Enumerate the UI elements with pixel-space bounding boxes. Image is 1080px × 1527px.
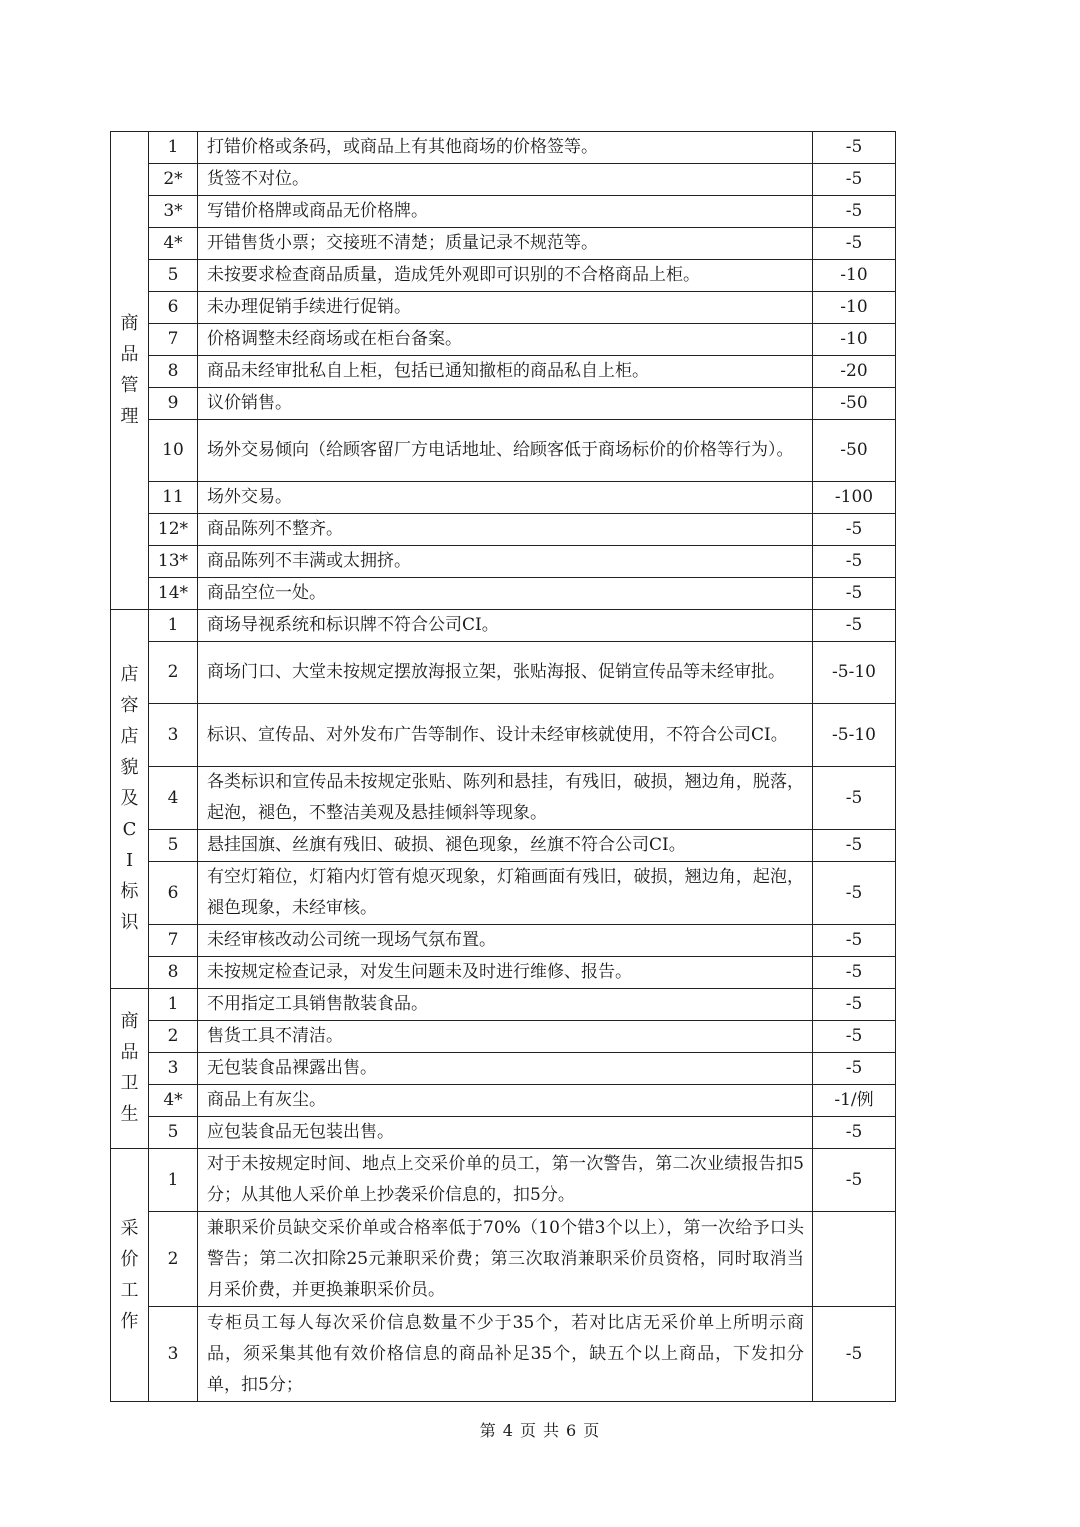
item-description: 悬挂国旗、丝旗有残旧、破损、褪色现象，丝旗不符合公司CI。 — [198, 830, 813, 862]
item-number: 5 — [149, 830, 198, 862]
item-description: 打错价格或条码，或商品上有其他商场的价格签等。 — [198, 132, 813, 164]
table-row — [111, 196, 896, 228]
rules-table-body — [111, 132, 896, 1402]
item-number: 4 — [149, 767, 198, 830]
item-score: -5 — [813, 578, 896, 610]
item-score: -5-10 — [813, 704, 896, 767]
table-row — [111, 1212, 896, 1307]
table-row — [111, 482, 896, 514]
item-number: 8 — [149, 957, 198, 989]
item-description: 场外交易。 — [198, 482, 813, 514]
footer-total-label: 共 — [543, 1421, 561, 1440]
item-description: 货签不对位。 — [198, 164, 813, 196]
item-score: -5-10 — [813, 642, 896, 704]
table-row — [111, 164, 896, 196]
category-cell — [111, 989, 149, 1149]
table-row — [111, 1149, 896, 1212]
item-number: 2* — [149, 164, 198, 196]
item-number: 2 — [149, 1212, 198, 1307]
table-row — [111, 388, 896, 420]
item-number: 1 — [149, 132, 198, 164]
item-description: 商品陈列不整齐。 — [198, 514, 813, 546]
item-score: -5 — [813, 196, 896, 228]
footer-total-unit: 页 — [583, 1421, 601, 1440]
item-number: 3* — [149, 196, 198, 228]
category-cell — [111, 1149, 149, 1402]
item-number: 8 — [149, 356, 198, 388]
item-number: 2 — [149, 1021, 198, 1053]
item-score: -5 — [813, 1149, 896, 1212]
category-cell — [111, 132, 149, 610]
item-score: -5 — [813, 989, 896, 1021]
item-description: 未按规定检查记录，对发生问题未及时进行维修、报告。 — [198, 957, 813, 989]
item-description: 商品空位一处。 — [198, 578, 813, 610]
item-description: 商品未经审批私自上柜，包括已通知撤柜的商品私自上柜。 — [198, 356, 813, 388]
table-row — [111, 546, 896, 578]
item-number: 1 — [149, 610, 198, 642]
table-row — [111, 1021, 896, 1053]
item-score: -100 — [813, 482, 896, 514]
table-row — [111, 356, 896, 388]
table-row — [111, 830, 896, 862]
item-description: 开错售货小票；交接班不清楚；质量记录不规范等。 — [198, 228, 813, 260]
item-number: 14* — [149, 578, 198, 610]
item-score: -5 — [813, 767, 896, 830]
table-row — [111, 292, 896, 324]
item-description: 不用指定工具销售散装食品。 — [198, 989, 813, 1021]
table-row — [111, 260, 896, 292]
item-description: 各类标识和宣传品未按规定张贴、陈列和悬挂，有残旧，破损，翘边角，脱落，起泡，褪色，不整洁美观及悬挂倾斜等现象。 — [198, 767, 813, 830]
item-score: -50 — [813, 420, 896, 482]
table-row — [111, 578, 896, 610]
table-row — [111, 1117, 896, 1149]
item-score: -10 — [813, 324, 896, 356]
item-number: 4* — [149, 1085, 198, 1117]
item-number: 2 — [149, 642, 198, 704]
table-row — [111, 704, 896, 767]
item-description: 场外交易倾向（给顾客留厂方电话地址、给顾客低于商场标价的价格等行为）。 — [198, 420, 813, 482]
table-row — [111, 862, 896, 925]
rules-table — [110, 131, 896, 1402]
item-description: 商品上有灰尘。 — [198, 1085, 813, 1117]
item-number: 7 — [149, 324, 198, 356]
item-score: -5 — [813, 610, 896, 642]
item-description: 售货工具不清洁。 — [198, 1021, 813, 1053]
item-description: 未经审核改动公司统一现场气氛布置。 — [198, 925, 813, 957]
table-row — [111, 228, 896, 260]
table-row — [111, 925, 896, 957]
footer-total-number: 6 — [566, 1421, 578, 1440]
item-description: 写错价格牌或商品无价格牌。 — [198, 196, 813, 228]
item-number: 1 — [149, 989, 198, 1021]
table-row — [111, 324, 896, 356]
item-score: -50 — [813, 388, 896, 420]
item-description: 议价销售。 — [198, 388, 813, 420]
item-score: -5 — [813, 164, 896, 196]
footer-page-label: 第 — [479, 1421, 497, 1440]
item-number: 3 — [149, 1307, 198, 1402]
table-row — [111, 642, 896, 704]
item-score: -10 — [813, 292, 896, 324]
item-number: 13* — [149, 546, 198, 578]
item-description: 未按要求检查商品质量，造成凭外观即可识别的不合格商品上柜。 — [198, 260, 813, 292]
item-description: 应包装食品无包装出售。 — [198, 1117, 813, 1149]
item-score: -5 — [813, 957, 896, 989]
table-row — [111, 514, 896, 546]
item-score: -5 — [813, 925, 896, 957]
item-description: 商场导视系统和标识牌不符合公司CI。 — [198, 610, 813, 642]
item-number: 5 — [149, 260, 198, 292]
item-score: -5 — [813, 1053, 896, 1085]
item-score: -5 — [813, 132, 896, 164]
item-description: 商品陈列不丰满或太拥挤。 — [198, 546, 813, 578]
footer-page-unit: 页 — [519, 1421, 537, 1440]
page-footer — [0, 1418, 1080, 1441]
category-cell — [111, 610, 149, 989]
item-score: -5 — [813, 546, 896, 578]
item-number: 10 — [149, 420, 198, 482]
table-row — [111, 132, 896, 164]
item-score: -5 — [813, 862, 896, 925]
item-number: 1 — [149, 1149, 198, 1212]
item-description: 未办理促销手续进行促销。 — [198, 292, 813, 324]
category-label: 商品管理 — [120, 313, 139, 427]
table-row — [111, 610, 896, 642]
item-description: 无包装食品裸露出售。 — [198, 1053, 813, 1085]
table-row — [111, 989, 896, 1021]
item-description: 有空灯箱位，灯箱内灯管有熄灭现象，灯箱画面有残旧，破损，翘边角，起泡，褪色现象，未经审核。 — [198, 862, 813, 925]
item-description: 商场门口、大堂未按规定摆放海报立架，张贴海报、促销宣传品等未经审批。 — [198, 642, 813, 704]
table-row — [111, 767, 896, 830]
item-score: -5 — [813, 1307, 896, 1402]
item-score: -20 — [813, 356, 896, 388]
item-score — [813, 1212, 896, 1307]
table-row — [111, 1085, 896, 1117]
item-score: -5 — [813, 514, 896, 546]
item-number: 6 — [149, 292, 198, 324]
footer-page-number: 4 — [502, 1421, 514, 1440]
item-description: 对于未按规定时间、地点上交采价单的员工，第一次警告，第二次业绩报告扣5分；从其他人采价单上抄袭采价信息的，扣5分。 — [198, 1149, 813, 1212]
item-number: 12* — [149, 514, 198, 546]
item-description: 兼职采价员缺交采价单或合格率低于70%（10个错3个以上），第一次给予口头警告；第二次扣除25元兼职采价费；第三次取消兼职采价员资格，同时取消当月采价费，并更换兼职采价员。 — [198, 1212, 813, 1307]
item-description: 专柜员工每人每次采价信息数量不少于35个，若对比店无采价单上所明示商品，须采集其他有效价格信息的商品补足35个，缺五个以上商品，下发扣分单，扣5分； — [198, 1307, 813, 1402]
category-label: 店容店貌及CI标识 — [120, 664, 139, 933]
item-number: 9 — [149, 388, 198, 420]
table-row — [111, 957, 896, 989]
item-score: -5 — [813, 228, 896, 260]
item-score: -5 — [813, 1117, 896, 1149]
table-row — [111, 420, 896, 482]
item-number: 5 — [149, 1117, 198, 1149]
item-description: 价格调整未经商场或在柜台备案。 — [198, 324, 813, 356]
item-score: -1/例 — [813, 1085, 896, 1117]
item-number: 11 — [149, 482, 198, 514]
item-number: 3 — [149, 1053, 198, 1085]
table-row — [111, 1307, 896, 1402]
item-score: -5 — [813, 830, 896, 862]
item-number: 4* — [149, 228, 198, 260]
item-description: 标识、宣传品、对外发布广告等制作、设计未经审核就使用，不符合公司CI。 — [198, 704, 813, 767]
category-label: 商品卫生 — [120, 1011, 139, 1125]
category-label: 采价工作 — [120, 1217, 139, 1332]
table-row — [111, 1053, 896, 1085]
item-score: -10 — [813, 260, 896, 292]
item-score: -5 — [813, 1021, 896, 1053]
item-number: 6 — [149, 862, 198, 925]
item-number: 3 — [149, 704, 198, 767]
item-number: 7 — [149, 925, 198, 957]
